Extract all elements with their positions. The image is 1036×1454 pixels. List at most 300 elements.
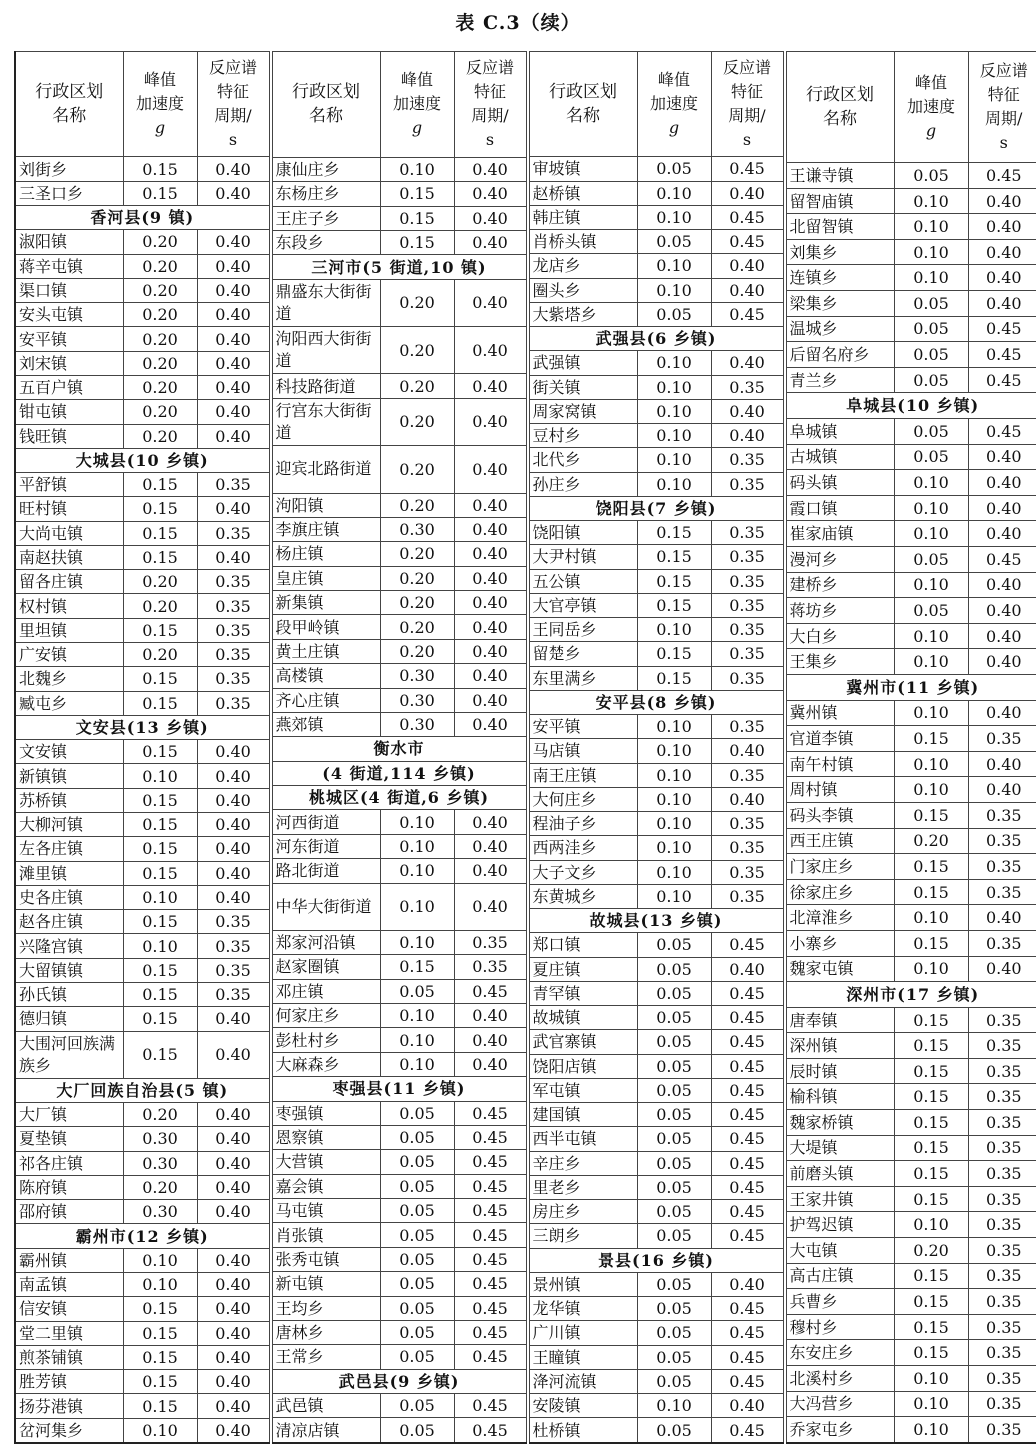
cell-pga: 0.10 <box>894 572 968 598</box>
header-name <box>15 52 123 157</box>
table-row <box>15 521 269 545</box>
cell-name: 夏垫镇 <box>15 1127 123 1151</box>
cell-pga: 0.15 <box>894 1007 968 1033</box>
table-column-4 <box>786 51 1036 1444</box>
cell-period: 0.35 <box>454 955 526 979</box>
cell-period: 0.45 <box>711 1321 783 1345</box>
cell-period: 0.40 <box>454 883 526 930</box>
cell-period: 0.40 <box>454 182 526 206</box>
cell-name: 安陵镇 <box>529 1394 637 1418</box>
cell-period: 0.40 <box>711 399 783 423</box>
cell-name: 辰时镇 <box>786 1058 894 1084</box>
cell-pga: 0.05 <box>637 957 711 981</box>
cell-pga: 0.20 <box>123 1175 197 1199</box>
table-row <box>786 521 1036 547</box>
table-row <box>529 205 783 229</box>
cell-period: 0.35 <box>711 715 783 739</box>
table-row <box>272 1150 526 1174</box>
cell-pga: 0.05 <box>894 598 968 624</box>
header-pga-line1: 峰值 <box>143 70 176 90</box>
cell-name: 蒋辛屯镇 <box>15 254 123 278</box>
cell-period: 0.40 <box>454 712 526 736</box>
cell-pga: 0.10 <box>894 777 968 803</box>
header-name-text: 名称 <box>566 106 600 127</box>
table-row <box>15 303 269 327</box>
cell-pga: 0.05 <box>637 302 711 326</box>
cell-name: 崔家庙镇 <box>786 521 894 547</box>
table-row <box>15 740 269 764</box>
cell-name: 钱旺镇 <box>15 424 123 448</box>
cell-period: 0.40 <box>197 400 269 424</box>
cell-period: 0.45 <box>711 1200 783 1224</box>
cell-pga: 0.20 <box>380 279 454 326</box>
table-row <box>529 1151 783 1175</box>
cell-name: 王常乡 <box>272 1345 380 1369</box>
cell-name <box>272 398 380 445</box>
cell-period: 0.40 <box>454 859 526 883</box>
cell-name: 西半屯镇 <box>529 1127 637 1151</box>
cell-name: 南王庄镇 <box>529 763 637 787</box>
cell-name: 冀州镇 <box>786 700 894 726</box>
cell-period: 0.35 <box>454 930 526 954</box>
cell-pga: 0.15 <box>123 667 197 691</box>
cell-period: 0.35 <box>197 643 269 667</box>
cell-name: 饶阳店镇 <box>529 1054 637 1078</box>
header-period-unit: s <box>999 133 1008 153</box>
cell-pga: 0.15 <box>637 593 711 617</box>
group-header-row <box>15 448 269 472</box>
cell-name: 三圣口乡 <box>15 181 123 205</box>
header-row <box>15 52 269 157</box>
cell-name: 滩里镇 <box>15 861 123 885</box>
group-title: 深州市(17 乡镇) <box>786 982 1036 1008</box>
header-name <box>786 52 894 163</box>
cell-period: 0.35 <box>968 1366 1036 1392</box>
cell-pga: 0.15 <box>894 802 968 828</box>
cell-name: 景州镇 <box>529 1272 637 1296</box>
group-title: 大厂回族自治县(5 镇) <box>15 1078 269 1102</box>
table-row <box>15 934 269 958</box>
group-header-row <box>529 496 783 520</box>
table-row <box>15 1102 269 1126</box>
table-row <box>786 265 1036 291</box>
cell-name-line: 泃阳西大街街 <box>275 329 372 349</box>
cell-name: 嘉会镇 <box>272 1174 380 1198</box>
cell-pga: 0.10 <box>380 157 454 181</box>
cell-period: 0.45 <box>968 547 1036 573</box>
table-row <box>272 1247 526 1271</box>
cell-pga: 0.15 <box>894 1340 968 1366</box>
table-row <box>15 788 269 812</box>
cell-name: 大厂镇 <box>15 1102 123 1126</box>
cell-name: 码头李镇 <box>786 802 894 828</box>
cell-pga: 0.15 <box>123 691 197 715</box>
cell-pga: 0.20 <box>123 400 197 424</box>
table-row <box>529 399 783 423</box>
group-header-row <box>15 715 269 739</box>
table-row <box>529 545 783 569</box>
group-header-row <box>272 786 526 810</box>
table-row <box>529 1175 783 1199</box>
cell-pga: 0.10 <box>637 763 711 787</box>
cell-name: 德归镇 <box>15 1007 123 1031</box>
cell-period: 0.35 <box>968 1289 1036 1315</box>
cell-period: 0.45 <box>711 205 783 229</box>
cell-pga: 0.20 <box>380 566 454 590</box>
table-row <box>786 188 1036 214</box>
table-row <box>529 1321 783 1345</box>
table-row <box>15 1200 269 1224</box>
cell-period: 0.35 <box>197 934 269 958</box>
header-period-line3: 周期/ <box>728 106 766 126</box>
cell-period: 0.35 <box>197 618 269 642</box>
cell-period: 0.45 <box>454 1150 526 1174</box>
cell-period: 0.45 <box>711 1103 783 1127</box>
cell-pga: 0.10 <box>637 1394 711 1418</box>
table-row <box>272 979 526 1003</box>
cell-name: 大官亭镇 <box>529 593 637 617</box>
header-pga-line2: 加速度 <box>392 94 441 114</box>
table-row <box>529 763 783 787</box>
cell-pga: 0.10 <box>894 521 968 547</box>
cell-name <box>272 446 380 493</box>
cell-name: 王家井镇 <box>786 1186 894 1212</box>
cell-pga: 0.30 <box>123 1200 197 1224</box>
cell-pga: 0.30 <box>380 712 454 736</box>
cell-name: 温城乡 <box>786 316 894 342</box>
cell-name: 安平镇 <box>529 715 637 739</box>
table-row <box>15 1418 269 1443</box>
cell-name: 东安庄乡 <box>786 1340 894 1366</box>
table-row <box>529 302 783 326</box>
cell-pga: 0.10 <box>894 1391 968 1417</box>
cell-pga: 0.15 <box>894 930 968 956</box>
cell-period: 0.40 <box>454 1004 526 1028</box>
header-name <box>272 52 380 158</box>
cell-name: 科技路街道 <box>272 374 380 398</box>
cell-period: 0.45 <box>711 1054 783 1078</box>
header-pga <box>380 52 454 158</box>
table-row <box>529 1127 783 1151</box>
cell-pga: 0.10 <box>637 884 711 908</box>
table-row <box>272 542 526 566</box>
cell-name: 马屯镇 <box>272 1199 380 1223</box>
cell-period: 0.45 <box>711 1175 783 1199</box>
cell-name: 乔家屯乡 <box>786 1417 894 1443</box>
cell-name: 苏桥镇 <box>15 788 123 812</box>
cell-pga: 0.15 <box>894 1058 968 1084</box>
table-row <box>786 751 1036 777</box>
cell-pga: 0.10 <box>637 472 711 496</box>
cell-pga: 0.05 <box>637 981 711 1005</box>
cell-name: 深州镇 <box>786 1033 894 1059</box>
cell-name: 青罕镇 <box>529 981 637 1005</box>
cell-name: 文安镇 <box>15 740 123 764</box>
table-row <box>15 813 269 837</box>
table-row <box>15 982 269 1006</box>
table-row <box>15 910 269 934</box>
group-header-row <box>529 1248 783 1272</box>
cell-name: 审坡镇 <box>529 157 637 181</box>
cell-pga: 0.05 <box>637 1175 711 1199</box>
table-row <box>529 884 783 908</box>
table-row <box>15 1297 269 1321</box>
cell-period: 0.45 <box>454 1125 526 1149</box>
cell-name-line: 道 <box>275 422 292 442</box>
group-title: 文安县(13 乡镇) <box>15 715 269 739</box>
table-row <box>272 1223 526 1247</box>
cell-name: 北留智镇 <box>786 214 894 240</box>
cell-pga: 0.05 <box>380 1418 454 1443</box>
cell-period: 0.40 <box>197 1102 269 1126</box>
cell-pga: 0.05 <box>380 1125 454 1149</box>
cell-name: 辛庄乡 <box>529 1151 637 1175</box>
cell-name: 高古庄镇 <box>786 1263 894 1289</box>
cell-period: 0.45 <box>711 1151 783 1175</box>
cell-name: 大何庄乡 <box>529 787 637 811</box>
cell-period: 0.40 <box>968 265 1036 291</box>
cell-name: 青兰乡 <box>786 367 894 393</box>
cell-period: 0.35 <box>968 1314 1036 1340</box>
cell-pga: 0.15 <box>894 1161 968 1187</box>
group-title: 故城县(13 乡镇) <box>529 909 783 933</box>
cell-pga: 0.10 <box>894 239 968 265</box>
cell-period: 0.40 <box>197 351 269 375</box>
cell-period: 0.40 <box>711 351 783 375</box>
cell-pga: 0.05 <box>637 1345 711 1369</box>
cell-period: 0.40 <box>197 278 269 302</box>
table-row <box>786 316 1036 342</box>
table-row <box>15 958 269 982</box>
table-row <box>786 623 1036 649</box>
cell-pga: 0.05 <box>380 1345 454 1369</box>
cell-pga: 0.05 <box>637 1030 711 1054</box>
cell-period: 0.45 <box>454 1394 526 1418</box>
cell-pga: 0.15 <box>894 854 968 880</box>
table-row <box>15 1345 269 1369</box>
table-row <box>529 1418 783 1443</box>
table-row <box>786 956 1036 982</box>
group-title: 枣强县(11 乡镇) <box>272 1077 526 1101</box>
cell-pga: 0.05 <box>637 1078 711 1102</box>
header-period-line1: 反应谱 <box>208 58 257 78</box>
group-title: 安平县(8 乡镇) <box>529 690 783 714</box>
table-row <box>786 777 1036 803</box>
group-title: 霸州市(12 乡镇) <box>15 1224 269 1248</box>
table-row <box>272 1418 526 1443</box>
cell-period: 0.40 <box>197 327 269 351</box>
table-row <box>272 615 526 639</box>
table-row <box>272 639 526 663</box>
cell-period: 0.45 <box>454 979 526 1003</box>
cell-period: 0.40 <box>711 424 783 448</box>
table-row <box>272 1272 526 1296</box>
cell-name: 兴隆宫镇 <box>15 934 123 958</box>
cell-pga: 0.05 <box>637 157 711 181</box>
cell-name: 周家窝镇 <box>529 399 637 423</box>
cell-period: 0.40 <box>197 1007 269 1031</box>
header-pga-unit: g <box>411 118 423 138</box>
cell-pga: 0.10 <box>894 265 968 291</box>
cell-pga: 0.10 <box>380 810 454 834</box>
table-row <box>15 1272 269 1296</box>
group-title: (4 街道,114 乡镇) <box>272 761 526 785</box>
cell-period: 0.35 <box>197 910 269 934</box>
header-name-text: 名称 <box>52 106 87 127</box>
cell-name: 东里满乡 <box>529 666 637 690</box>
cell-name: 周村镇 <box>786 777 894 803</box>
group-header-row <box>272 255 526 279</box>
table-row <box>15 1370 269 1394</box>
cell-pga: 0.10 <box>894 188 968 214</box>
cell-period: 0.35 <box>197 667 269 691</box>
cell-name: 杜桥镇 <box>529 1418 637 1443</box>
cell-pga: 0.20 <box>123 424 197 448</box>
cell-period: 0.45 <box>454 1418 526 1443</box>
table-row <box>272 446 526 493</box>
header-period-line3: 周期/ <box>471 106 509 126</box>
cell-period: 0.40 <box>711 1394 783 1418</box>
table-row <box>786 854 1036 880</box>
cell-pga: 0.15 <box>123 1345 197 1369</box>
cell-name: 北溪村乡 <box>786 1366 894 1392</box>
cell-name: 军屯镇 <box>529 1078 637 1102</box>
header-pga <box>637 52 711 157</box>
table-row <box>15 351 269 375</box>
cell-period: 0.40 <box>197 1151 269 1175</box>
header-name-text: 行政区划 <box>549 82 617 103</box>
table-row <box>15 473 269 497</box>
cell-pga: 0.20 <box>894 1238 968 1264</box>
table-row <box>786 470 1036 496</box>
cell-name: 饶阳镇 <box>529 521 637 545</box>
cell-period: 0.35 <box>711 860 783 884</box>
table-row <box>786 495 1036 521</box>
cell-period: 0.45 <box>968 367 1036 393</box>
cell-pga: 0.20 <box>380 639 454 663</box>
cell-name: 东段乡 <box>272 230 380 254</box>
table-row <box>529 181 783 205</box>
cell-pga: 0.05 <box>637 1369 711 1393</box>
cell-name: 邓庄镇 <box>272 979 380 1003</box>
cell-name: 霞口镇 <box>786 495 894 521</box>
cell-name: 新屯镇 <box>272 1272 380 1296</box>
cell-period: 0.35 <box>711 593 783 617</box>
table-title: 表 C.3（续） <box>455 12 581 34</box>
cell-name: 留各庄镇 <box>15 570 123 594</box>
cell-pga: 0.05 <box>894 367 968 393</box>
table-row <box>786 1135 1036 1161</box>
cell-period: 0.40 <box>968 598 1036 624</box>
table-row <box>529 739 783 763</box>
cell-period: 0.40 <box>968 444 1036 470</box>
cell-period: 0.40 <box>197 254 269 278</box>
cell-period: 0.40 <box>968 700 1036 726</box>
cell-period: 0.40 <box>197 1297 269 1321</box>
cell-period: 0.40 <box>968 905 1036 931</box>
group-header-row <box>529 327 783 351</box>
cell-period: 0.40 <box>454 566 526 590</box>
cell-pga: 0.30 <box>380 688 454 712</box>
cell-name: 魏家屯镇 <box>786 956 894 982</box>
cell-pga: 0.10 <box>123 1418 197 1443</box>
cell-name: 蒋坊乡 <box>786 598 894 624</box>
cell-period: 0.45 <box>454 1345 526 1369</box>
table-row <box>529 375 783 399</box>
cell-period: 0.35 <box>968 1417 1036 1443</box>
cell-name: 张秀屯镇 <box>272 1247 380 1271</box>
table-row <box>15 327 269 351</box>
cell-pga: 0.05 <box>894 444 968 470</box>
cell-name-line: 大围河回族满 <box>19 1033 116 1053</box>
cell-period: 0.45 <box>454 1101 526 1125</box>
table-row <box>15 545 269 569</box>
cell-name <box>272 279 380 326</box>
cell-name: 泃阳镇 <box>272 493 380 517</box>
table-row <box>15 254 269 278</box>
cell-period: 0.40 <box>197 1370 269 1394</box>
cell-pga: 0.05 <box>637 933 711 957</box>
cell-name: 王谦寺镇 <box>786 163 894 189</box>
cell-period: 0.40 <box>197 497 269 521</box>
cell-pga: 0.10 <box>637 351 711 375</box>
table-row <box>529 1054 783 1078</box>
cell-period: 0.40 <box>197 1321 269 1345</box>
cell-pga: 0.15 <box>894 1314 968 1340</box>
table-row <box>272 279 526 326</box>
cell-period: 0.40 <box>197 788 269 812</box>
cell-pga: 0.20 <box>380 615 454 639</box>
table-row <box>272 493 526 517</box>
table-row <box>15 594 269 618</box>
cell-name: 邵府镇 <box>15 1200 123 1224</box>
cell-period: 0.40 <box>454 279 526 326</box>
cell-pga: 0.20 <box>123 278 197 302</box>
cell-period: 0.40 <box>454 374 526 398</box>
cell-name: 安平镇 <box>15 327 123 351</box>
cell-name: 郑家河沿镇 <box>272 930 380 954</box>
cell-pga: 0.15 <box>123 157 197 181</box>
cell-name: 郑口镇 <box>529 933 637 957</box>
header-pga-unit: g <box>154 118 166 138</box>
cell-pga: 0.05 <box>637 1054 711 1078</box>
cell-pga: 0.10 <box>123 885 197 909</box>
table-row <box>786 1084 1036 1110</box>
group-title: 香河县(9 镇) <box>15 205 269 229</box>
cell-pga: 0.30 <box>380 664 454 688</box>
cell-pga: 0.05 <box>637 1418 711 1443</box>
table-row <box>786 1366 1036 1392</box>
group-title: 冀州市(11 乡镇) <box>786 674 1036 700</box>
cell-pga: 0.15 <box>123 958 197 982</box>
cell-period: 0.35 <box>711 763 783 787</box>
cell-period: 0.35 <box>968 1058 1036 1084</box>
cell-period: 0.45 <box>711 981 783 1005</box>
table-row <box>272 206 526 230</box>
cell-period: 0.40 <box>711 254 783 278</box>
cell-period: 0.35 <box>711 545 783 569</box>
cell-name: 胜芳镇 <box>15 1370 123 1394</box>
cell-name: 武强镇 <box>529 351 637 375</box>
group-title: 阜城县(10 乡镇) <box>786 393 1036 419</box>
cell-name: 大白乡 <box>786 623 894 649</box>
group-title: 大城县(10 乡镇) <box>15 448 269 472</box>
group-title: 三河市(5 街道,10 镇) <box>272 255 526 279</box>
cell-name: 大柳河镇 <box>15 813 123 837</box>
cell-name <box>272 883 380 930</box>
cell-name: 枣强镇 <box>272 1101 380 1125</box>
cell-pga: 0.15 <box>380 206 454 230</box>
